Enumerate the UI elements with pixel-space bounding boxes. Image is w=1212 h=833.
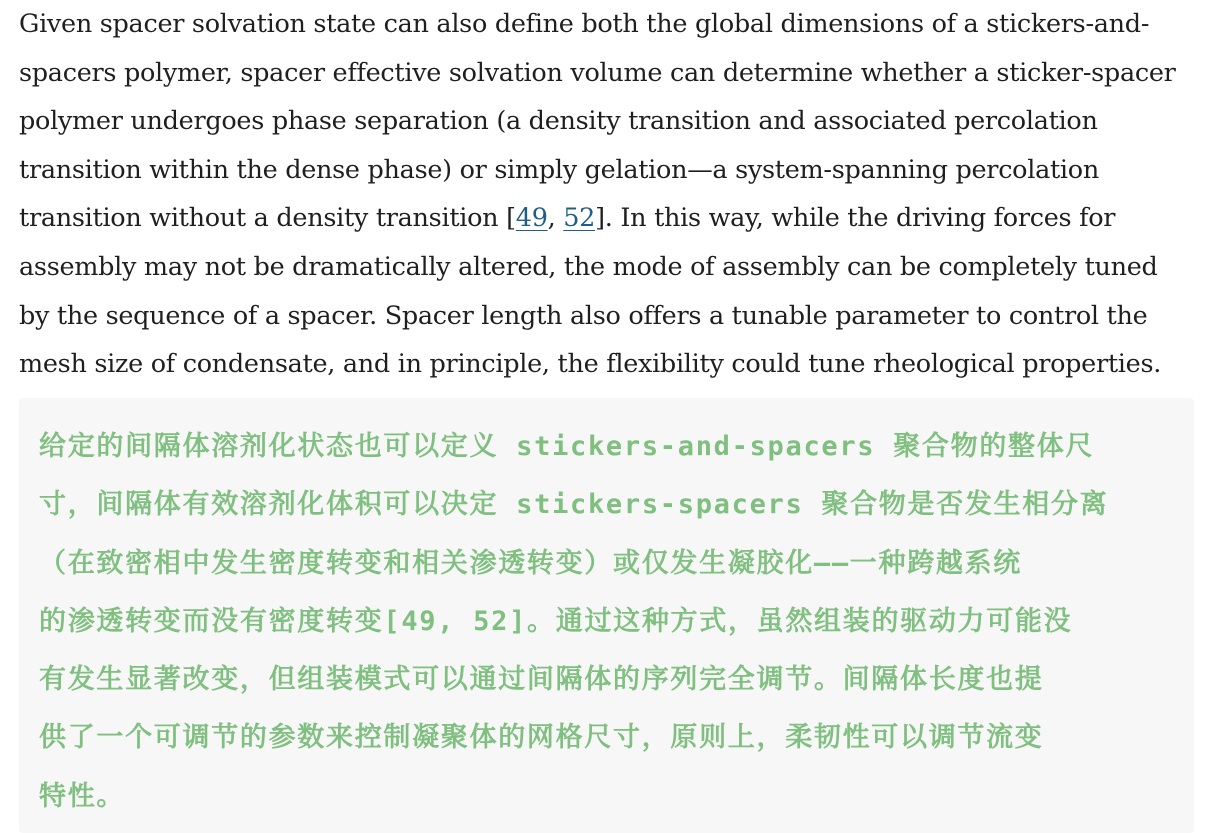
translation-line: 供了一个可调节的参数来控制凝聚体的网格尺寸，原则上，柔韧性可以调节流变 xyxy=(39,722,1044,754)
paragraph-line: assembly may not be dramatically altered, the mode of assembly can be completely tuned xyxy=(19,251,1158,282)
translation-box xyxy=(19,398,1194,833)
translation-line: 寸，间隔体有效溶剂化体积可以决定 stickers-spacers 聚合物是否发生相分离 xyxy=(39,489,1109,521)
paragraph-line-with-citations xyxy=(19,194,1199,243)
paragraph-line: polymer undergoes phase separation (a density transition and associated percolation xyxy=(19,106,1098,137)
translation-line: 给定的间隔体溶剂化状态也可以定义 stickers-and-spacers 聚合物的整体尺 xyxy=(39,431,1095,462)
citation-link-49[interactable]: 49 xyxy=(515,203,548,234)
citation-separator: , xyxy=(547,203,564,234)
translation-line: 的渗透转变而没有密度转变[49, 52]。通过这种方式，虽然组装的驱动力可能没 xyxy=(39,605,1073,637)
paragraph-line: spacers polymer, spacer effective solvation volume can determine whether a sticker-spacer xyxy=(19,57,1176,88)
english-paragraph xyxy=(19,0,1199,389)
citation-suffix-text: ]. In this way, while the driving forces for xyxy=(595,203,1116,234)
citation-prefix-text: transition without a density transition [ xyxy=(19,203,516,234)
paragraph-line: by the sequence of a spacer. Spacer length also offers a tunable parameter to control the xyxy=(19,300,1148,331)
translation-line: 有发生显著改变，但组装模式可以通过间隔体的序列完全调节。间隔体长度也提 xyxy=(39,664,1044,696)
paragraph-line: mesh size of condensate, and in principle, the flexibility could tune rheological properties. xyxy=(19,349,1162,380)
translation-line: 特性。 xyxy=(39,780,126,812)
paragraph-line: Given spacer solvation state can also define both the global dimensions of a stickers-and- xyxy=(19,9,1150,39)
translation-paragraph xyxy=(39,418,1194,826)
paragraph-line: transition within the dense phase) or simply gelation—a system-spanning percolation xyxy=(19,154,1099,185)
translation-line: （在致密相中发生密度转变和相关渗透转变）或仅发生凝胶化——一种跨越系统 xyxy=(39,547,1023,579)
citation-link-52[interactable]: 52 xyxy=(563,203,596,234)
